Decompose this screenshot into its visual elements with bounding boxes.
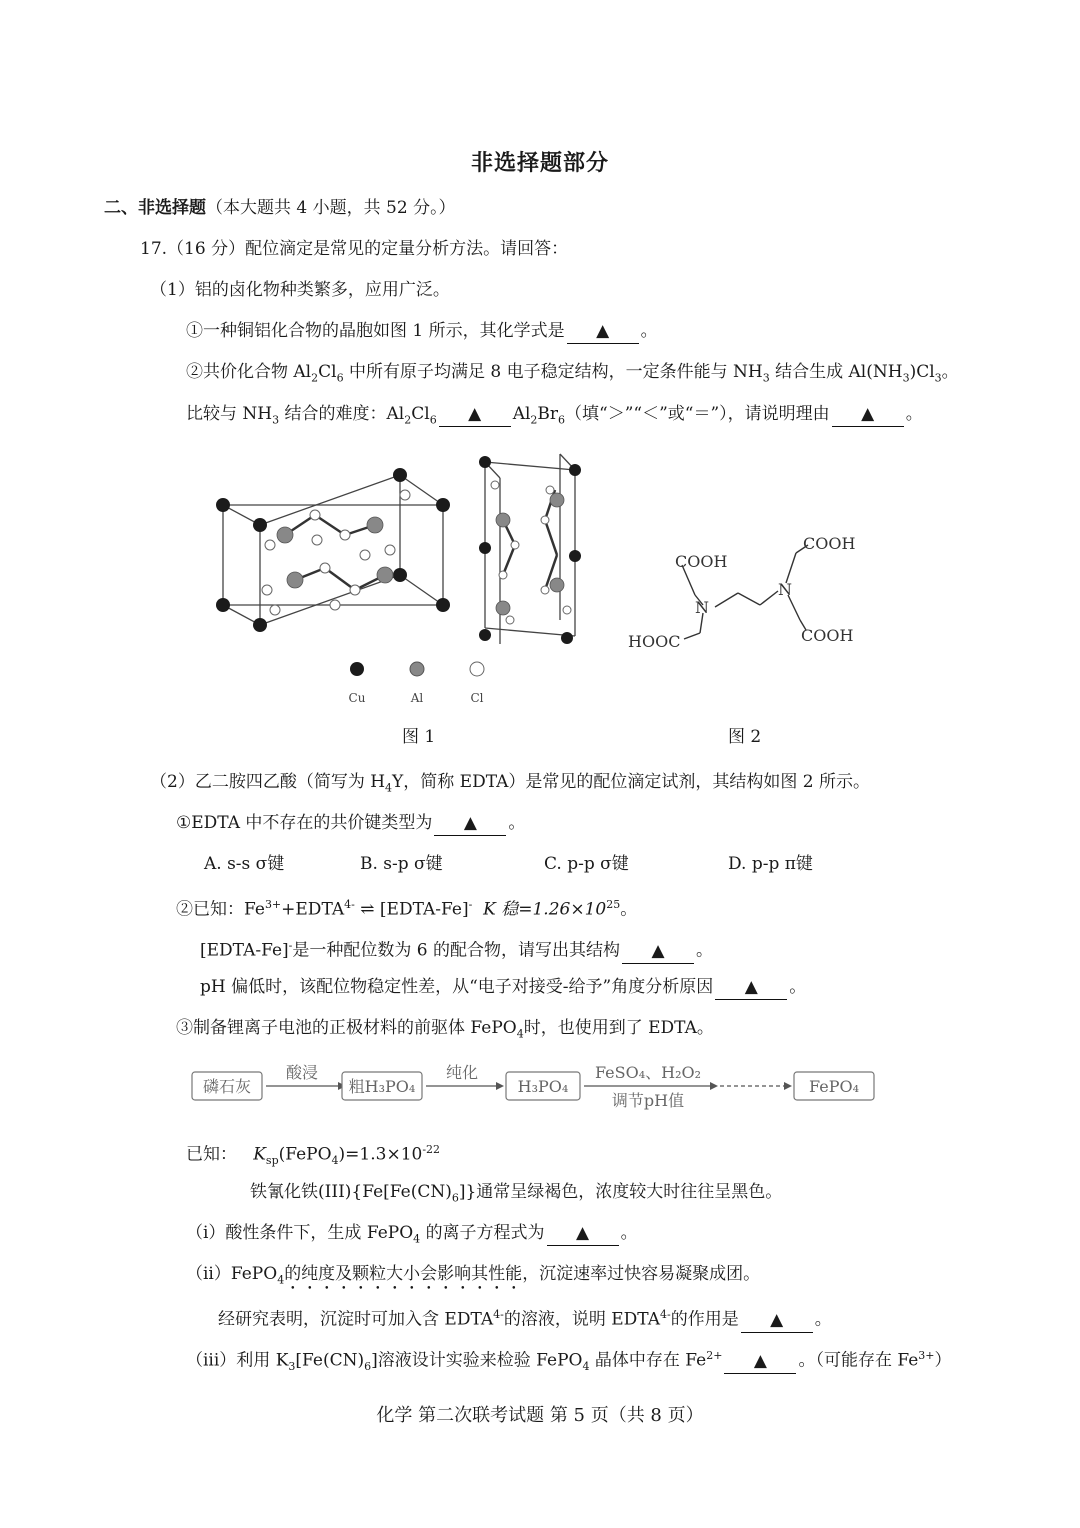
section-heading xyxy=(104,196,456,220)
flow-arrow-label-4: 调节pH值 xyxy=(611,1091,685,1110)
legend-cu-marker xyxy=(350,662,364,676)
q17-2-text1: （2）乙二胺四乙酸（简写为 H xyxy=(150,772,386,792)
legend-al-label: Al xyxy=(410,691,424,705)
q17-2b-line2: [EDTA-Fe]-是一种配位数为 6 的配合物，请写出其结构 ▲ 。 xyxy=(200,934,713,964)
page-footer: 化学 第二次联考试题 第 5 页（共 8 页） xyxy=(376,1405,704,1426)
q17-i: （i）酸性条件下，生成 FePO$_4$ 的离子方程式为 ▲ 。 xyxy=(186,1223,638,1246)
known2-text1: 铁氰化铁(III){Fe[Fe(CN) xyxy=(250,1182,452,1202)
legend-al-marker xyxy=(410,662,424,676)
q17-iii-note: （可能存在 Fe xyxy=(815,1350,919,1371)
q17-2b-text3: pH 偏低时，该配位物稳定性差，从“电子对接受-给予”角度分析原因 xyxy=(200,977,714,997)
section-title: 二、非选择题 xyxy=(104,198,206,218)
section-note: （本大题共 4 小题，共 52 分。） xyxy=(206,198,456,218)
q17-1b-text3: 结合生成 Al(NH xyxy=(775,362,903,382)
q17-ii2-text3: 的作用是 xyxy=(670,1309,739,1330)
q17-iii: （iii）利用 $K_3[Fe(CN)_6]$溶液设计实验来检验 FePO$_4$ 晶体中存在 $Fe^{2+}$ ▲ 。（可能存在 $Fe^{3+}$） xyxy=(186,1349,952,1374)
option-d: D. p-p π键 xyxy=(728,854,813,874)
q17-1c-text3: （填“＞”“＜”或“＝”），请说明理由 xyxy=(565,404,830,424)
q17-iii-text2: [Fe(CN) xyxy=(295,1350,365,1371)
period: 。 xyxy=(640,321,658,341)
option-a: A. s-s σ键 xyxy=(204,854,285,874)
q17-2b-text1: ②已知：Fe xyxy=(176,899,265,920)
known-label: 已知： xyxy=(186,1144,237,1165)
known2-text2: ]}通常呈绿褐色，浓度较大时往往呈黑色。 xyxy=(458,1182,783,1202)
q17-1c: 比较与 $NH_3$ 结合的难度：$Al_2Cl_6$ ▲ $Al_2Br_6$（填“＞”“＜”或“＝”），请说明理由 ▲ 。 xyxy=(186,404,923,427)
legend-cl-label: Cl xyxy=(470,691,484,705)
q17-1a xyxy=(186,319,658,344)
answer-blank[interactable]: ▲ xyxy=(439,402,511,427)
period: 。 xyxy=(905,404,923,424)
period: 。 xyxy=(696,940,714,961)
equilibrium-arrow: ⇌ xyxy=(354,899,380,920)
edta-cooh-1: COOH xyxy=(675,552,728,571)
q17-iii-text4: 晶体中存在 Fe xyxy=(594,1350,707,1371)
q17-1c-text1: 比较与 NH xyxy=(186,404,273,424)
part-heading: 非选择题部分 xyxy=(470,150,609,176)
q17-ii: （ii）FePO$_4$的纯度及颗粒大小会影响其性能，沉淀速率过快容易凝聚成团。 xyxy=(186,1264,761,1287)
answer-blank[interactable]: ▲ xyxy=(434,811,506,836)
known-ksp-value: )=1.3×10 xyxy=(338,1144,423,1165)
q17-ii2-text1: 经研究表明，沉淀时可加入含 EDTA xyxy=(218,1309,494,1330)
q17-i-text2: 的离子方程式为 xyxy=(425,1223,545,1243)
q17-i-text1: （i）酸性条件下，生成 FePO xyxy=(186,1223,414,1243)
period: 。 xyxy=(789,977,807,997)
answer-blank[interactable]: ▲ xyxy=(832,402,904,427)
q17-2c: ③制备锂离子电池的正极材料的前驱体 FePO$_4$时，也使用到了 EDTA。 xyxy=(176,1018,714,1041)
q17-2c-text1: ③制备锂离子电池的正极材料的前驱体 FePO xyxy=(176,1018,517,1038)
q17-part2: （2）乙二胺四乙酸（简写为 $H_4Y$，简称 EDTA）是常见的配位滴定试剂，其结构如图 2 所示。 xyxy=(150,772,871,795)
edta-cooh-3: COOH xyxy=(801,626,854,645)
flow-box-label-4: FePO₄ xyxy=(809,1077,859,1096)
flow-box-label-2: 粗H₃PO₄ xyxy=(348,1077,416,1096)
q17-2a-text: ①EDTA 中不存在的共价键类型为 xyxy=(176,813,433,833)
q17-1c-text2: 结合的难度：Al xyxy=(284,404,405,424)
q17-1b-text2: 中所有原子均满足 8 电子稳定结构，一定条件能与 NH xyxy=(348,362,763,382)
stability-constant: K 稳=1.26×10 xyxy=(483,899,607,920)
answer-blank[interactable]: ▲ xyxy=(567,319,639,344)
edta-hooc: HOOC xyxy=(628,632,681,651)
q17-1a-text: ①一种铜铝化合物的晶胞如图 1 所示，其化学式是 xyxy=(186,321,565,341)
figure1-caption: 图 1 xyxy=(402,727,436,747)
q17-2b-line3 xyxy=(200,975,806,1000)
answer-blank[interactable]: ▲ xyxy=(622,939,694,964)
q17-ii2-text2: 的溶液，说明 EDTA xyxy=(503,1309,660,1330)
known-ksp-text: (FePO xyxy=(278,1144,332,1165)
flow-box-label-1: 磷石灰 xyxy=(202,1077,252,1096)
period: 。 xyxy=(620,1223,638,1243)
q17-ii-text2: ，沉淀速率过快容易凝聚成团。 xyxy=(522,1264,761,1284)
answer-blank[interactable]: ▲ xyxy=(715,975,787,1000)
q17-part1: （1）铝的卤化物种类繁多，应用广泛。 xyxy=(150,280,450,300)
figure2-caption: 图 2 xyxy=(728,727,762,747)
period: 。 xyxy=(814,1309,832,1330)
flow-arrow-label-3: FeSO₄、H₂O₂ xyxy=(594,1063,702,1082)
period: 。 xyxy=(508,813,526,833)
edta-nitrogen-2: N xyxy=(778,580,792,599)
option-b: B. s-p σ键 xyxy=(360,854,443,874)
period: 。 xyxy=(798,1350,816,1371)
process-flowchart xyxy=(190,1058,880,1116)
legend-cu-label: Cu xyxy=(348,691,366,705)
q17-intro: 17.（16 分）配位滴定是常见的定量分析方法。请回答： xyxy=(140,239,569,259)
answer-blank[interactable]: ▲ xyxy=(547,1221,619,1246)
q17-2c-text2: 时，也使用到了 EDTA。 xyxy=(523,1018,714,1038)
q17-2b-text2: 是一种配位数为 6 的配合物，请写出其结构 xyxy=(292,940,621,961)
q17-1b-text1: ②共价化合物 Al xyxy=(186,362,312,382)
q17-iii-text3: ]溶液设计实验来检验 FePO xyxy=(371,1350,583,1371)
q17-ii-line2: 经研究表明，沉淀时可加入含 $EDTA^{4-}$的溶液，说明 $EDTA^{4-}$的作用是 ▲ 。 xyxy=(218,1303,832,1333)
known-ferricyanide: 铁氰化铁$(III)\{Fe[Fe(CN)_6]\}$通常呈绿褐色，浓度较大时往往呈黑色。 xyxy=(250,1182,783,1205)
q17-2-text2: Y，简称 EDTA）是常见的配位滴定试剂，其结构如图 2 所示。 xyxy=(392,772,871,792)
figure1-crystal-cell xyxy=(205,450,605,715)
flow-arrow-label-2: 纯化 xyxy=(445,1063,479,1082)
edta-nitrogen-1: N xyxy=(695,598,709,617)
q17-ii-text1: （ii）FePO xyxy=(186,1264,278,1284)
flow-box-label-3: H₃PO₄ xyxy=(517,1077,569,1096)
figure2-edta-structure xyxy=(620,525,880,655)
complex-formula: [EDTA-Fe] xyxy=(379,899,469,920)
answer-blank[interactable]: ▲ xyxy=(741,1308,813,1333)
q17-1b: ②共价化合物 $Al_2Cl_6$ 中所有原子均满足 8 电子稳定结构，一定条件能与 $NH_3$ 结合生成 $Al(NH_3)Cl_3$。 xyxy=(186,362,959,385)
q17-ii-emphasis: 的纯度及颗粒大小会影响其性能 xyxy=(284,1264,523,1284)
option-c: C. p-p σ键 xyxy=(544,854,629,874)
q17-iii-text1: （iii）利用 K xyxy=(186,1350,289,1371)
answer-blank[interactable]: ▲ xyxy=(724,1349,796,1374)
legend-cl-marker xyxy=(470,662,484,676)
known-ksp: 已知： $K_{sp}(FePO_4)=1.3\times 10^{-22}$ xyxy=(186,1143,441,1168)
q17-2a xyxy=(176,811,525,836)
flow-arrow-label-1: 酸浸 xyxy=(285,1063,319,1082)
q17-2b: ②已知：$Fe^{3+}+EDTA^{4-}$ ⇌ [EDTA-Fe]- K 稳$=1.26\times 10^{25}$。 xyxy=(176,898,638,920)
complex-formula-2: [EDTA-Fe] xyxy=(200,940,289,961)
edta-cooh-2: COOH xyxy=(803,534,856,553)
